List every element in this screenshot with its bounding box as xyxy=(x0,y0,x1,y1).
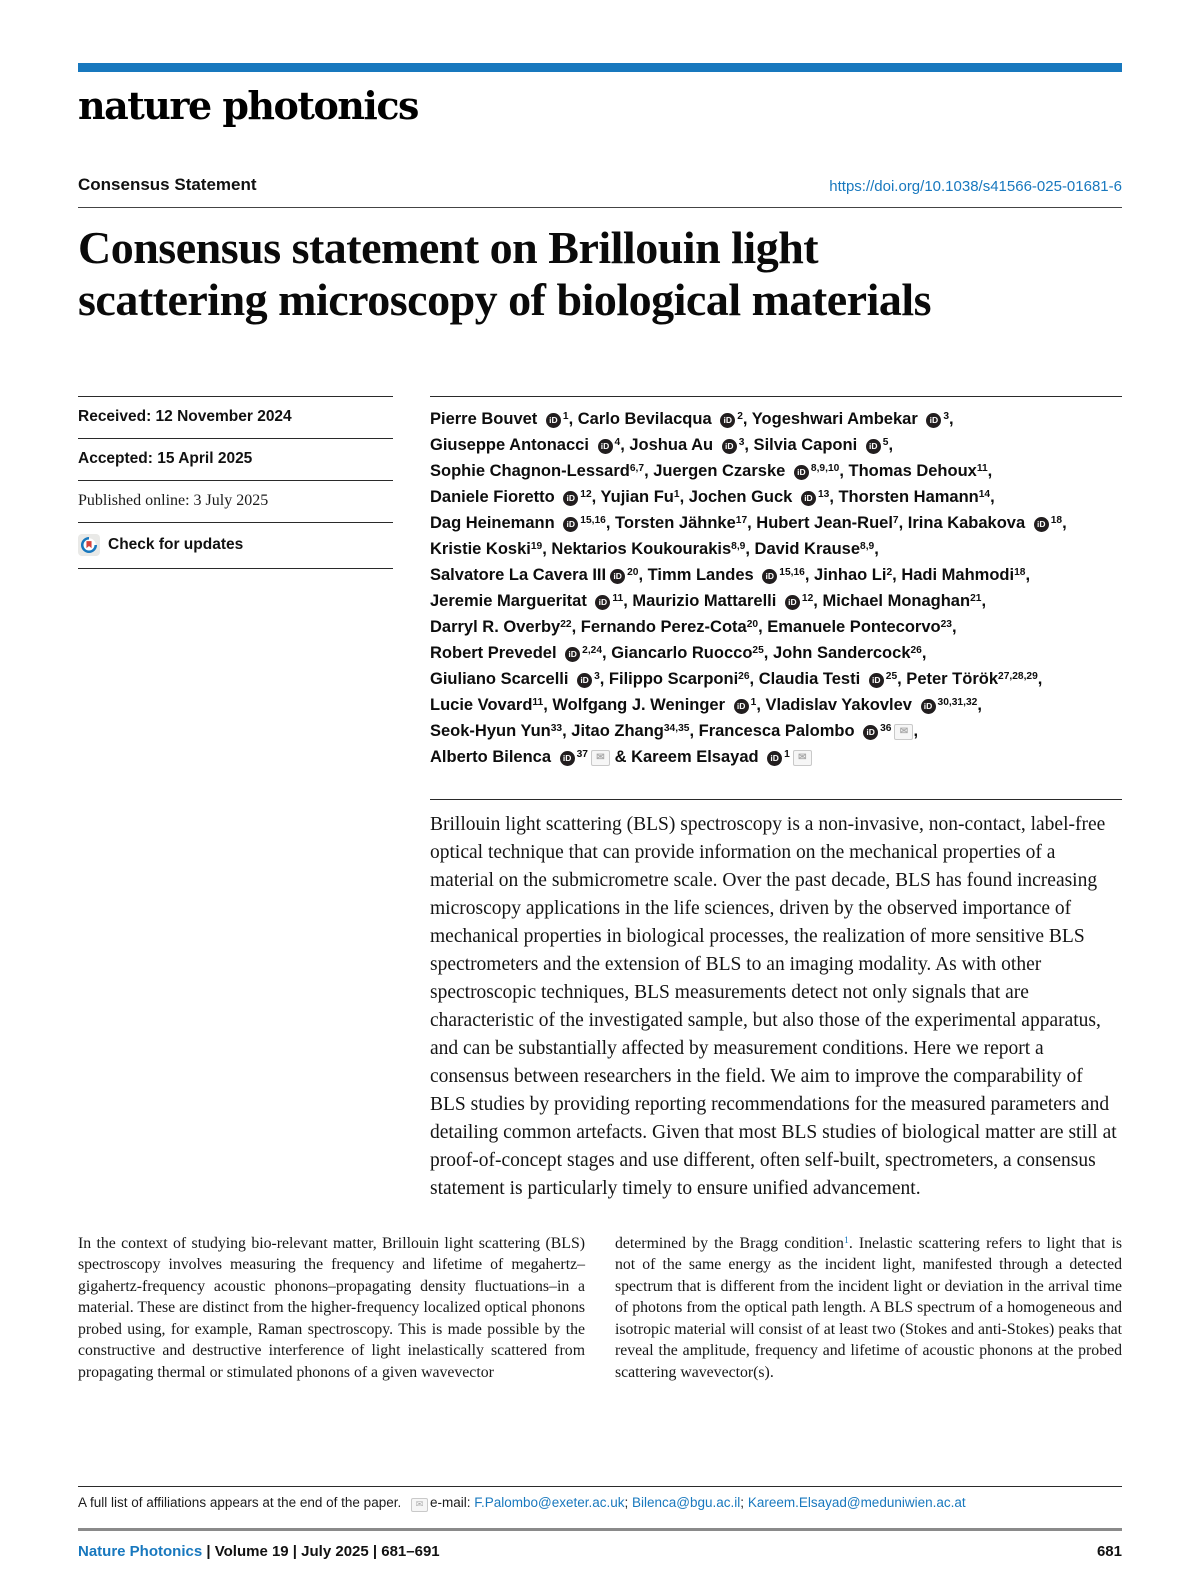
author-line: Giuseppe Antonacci iD $^4$, Joshua Au iD $^3$, Silvia Caponi iD $^5$, xyxy=(430,435,894,454)
email-icon[interactable]: ✉ xyxy=(793,750,812,766)
article-type-row xyxy=(78,175,1122,208)
received-date: Received: 12 November 2024 xyxy=(78,396,393,438)
page-number: 681 xyxy=(1096,1543,1122,1560)
masthead-accent-bar xyxy=(78,63,1122,72)
orcid-icon[interactable]: iD xyxy=(563,517,578,532)
body-column-left: In the context of studying bio-relevant matter, Brillouin light scattering (BLS) spectroscopy involves measuring the frequency and lifetime of megahertz–gigahertz-frequency acoustic phonons–propagating density fluctuations–in a material. These are distinct from the higher-frequency localized optical phonons probed using, for example, Raman spectroscopy. This is made possible by the constructive and destructive interference of light inelastically scattered from propagating thermal or stimulated phonons of a given wavevector xyxy=(78,1234,585,1381)
article-title-line2: scattering microscopy of biological materials xyxy=(78,273,932,325)
orcid-icon[interactable]: iD xyxy=(926,413,941,428)
orcid-icon[interactable]: iD xyxy=(560,751,575,766)
check-for-updates[interactable] xyxy=(78,522,393,569)
author-line: Sophie Chagnon-Lessard$^{6,7}$, Juergen Czarske iD $^{8,9,10}$, Thomas Dehoux$^{11}$, xyxy=(430,461,993,480)
email-link[interactable]: Kareem.Elsayad@meduniwien.ac.at xyxy=(747,1495,966,1510)
article-title-line1: Consensus statement on Brillouin light xyxy=(78,221,819,273)
orcid-icon[interactable]: iD xyxy=(577,673,592,688)
footnote-text: A full list of affiliations appears at the end of the paper. xyxy=(78,1495,405,1510)
abstract-text: Brillouin light scattering (BLS) spectroscopy is a non-invasive, non-contact, label-free optical technique that can provide information on the mechanical properties of a material on the submicrometre scale. Over the past decade, BLS has found increasing microscopy applications in the life sciences, driven by the observed importance of mechanical properties in biological processes, the realization of more sensitive BLS spectrometers and the extension of BLS to an imaging modality. As with other spectroscopic techniques, BLS measurements detect not only signals that are characteristic of the investigated sample, but also those of the experimental apparatus, and can be substantially affected by measurement conditions. Here we report a consensus between researchers in the field. We aim to improve the comparability of BLS studies by providing reporting recommendations for the measured parameters and detailing common artefacts. Given that most BLS studies of biological matter are still at proof-of-concept stages and use different, often self-built, spectrometers, a consensus statement is particularly timely to ensure unified advancement. xyxy=(430,813,1117,1199)
footer-issue-info: | Volume 19 | July 2025 | 681–691 xyxy=(202,1543,440,1560)
orcid-icon[interactable]: iD xyxy=(785,595,800,610)
article-type-label: Consensus Statement xyxy=(78,174,257,194)
author-line: Jeremie Margueritat iD $^{11}$, Maurizio Mattarelli iD $^{12}$, Michael Monaghan$^{21}$, xyxy=(430,591,987,610)
orcid-icon[interactable]: iD xyxy=(794,465,809,480)
orcid-icon[interactable]: iD xyxy=(869,673,884,688)
author-line: Lucie Vovard$^{11}$, Wolfgang J. Weninger iD $^1$, Vladislav Yakovlev iD $^{30,31,32}$, xyxy=(430,695,982,714)
author-list xyxy=(430,396,1122,770)
check-for-updates-label: Check for updates xyxy=(108,535,244,553)
author-line: Darryl R. Overby$^{22}$, Fernando Perez-Cota$^{20}$, Emanuele Pontecorvo$^{23}$, xyxy=(430,617,957,636)
author-line: Kristie Koski$^{19}$, Nektarios Koukourakis$^{8,9}$, David Krause$^{8,9}$, xyxy=(430,539,879,558)
author-line: Dag Heinemann iD $^{15,16}$, Torsten Jähnke$^{17}$, Hubert Jean-Ruel$^7$, Irina Kabakova iD $^{18}$, xyxy=(430,513,1067,532)
article-meta-column xyxy=(78,396,393,1203)
email-icon[interactable]: ✉ xyxy=(894,724,913,740)
orcid-icon[interactable]: iD xyxy=(921,699,936,714)
orcid-icon[interactable]: iD xyxy=(610,569,625,584)
page-footer xyxy=(78,1543,1122,1560)
author-line: Daniele Fioretto iD $^{12}$, Yujian Fu$^1$, Jochen Guck iD $^{13}$, Thorsten Hamann$^{14}$, xyxy=(430,487,995,506)
footer-left xyxy=(78,1543,440,1560)
body-column-right: determined by the Bragg condition$^1$. Inelastic scattering refers to light that is not of the same energy as the incident light, manifested through a detected spectrum that is different from the incident light or deviation in the arrival time of photons from the optical path length. A BLS spectrum of a homogeneous and isotropic material will consist of at least two (Stokes and anti-Stokes) peaks that reveal the amplitude, frequency and lifetime of acoustic phonons at the probed scattering wavevector(s). xyxy=(615,1234,1122,1381)
orcid-icon[interactable]: iD xyxy=(722,439,737,454)
email-icon[interactable]: ✉ xyxy=(591,750,610,766)
author-line: Alberto Bilenca iD $^{37}$ ✉ & Kareem Elsayad iD $^1$ ✉ xyxy=(430,744,1122,770)
author-line: Giuliano Scarcelli iD $^3$, Filippo Scarponi$^{26}$, Claudia Testi iD $^{25}$, Peter Török$^{27,28,29}$, xyxy=(430,669,1043,688)
footer-journal-link[interactable]: Nature Photonics xyxy=(78,1543,203,1560)
affiliations-footnote xyxy=(78,1486,1122,1512)
doi-link[interactable]: https://doi.org/10.1038/s41566-025-01681-6 xyxy=(829,177,1122,195)
orcid-icon[interactable]: iD xyxy=(801,491,816,506)
published-date: Published online: 3 July 2025 xyxy=(78,480,393,522)
author-line: Robert Prevedel iD $^{2,24}$, Giancarlo Ruocco$^{25}$, John Sandercock$^{26}$, xyxy=(430,643,927,662)
accepted-date: Accepted: 15 April 2025 xyxy=(78,438,393,480)
orcid-icon[interactable]: iD xyxy=(546,413,561,428)
orcid-icon[interactable]: iD xyxy=(762,569,777,584)
email-icon: ✉ xyxy=(411,1498,428,1512)
footnote-emails: F.Palombo@exeter.ac.uk; Bilenca@bgu.ac.il; Kareem.Elsayad@meduniwien.ac.at xyxy=(474,1495,966,1510)
header-columns xyxy=(78,396,1122,1203)
email-label: e-mail: xyxy=(429,1495,475,1510)
orcid-icon[interactable]: iD xyxy=(767,751,782,766)
abstract-divider xyxy=(430,799,1122,800)
orcid-icon[interactable]: iD xyxy=(595,595,610,610)
author-line: Seok-Hyun Yun$^{33}$, Jitao Zhang$^{34,35}$, Francesca Palombo iD $^{36}$ ✉ , xyxy=(430,721,919,740)
orcid-icon[interactable]: iD xyxy=(734,699,749,714)
orcid-icon[interactable]: iD xyxy=(1034,517,1049,532)
orcid-icon[interactable]: iD xyxy=(598,439,613,454)
authors-and-abstract-column xyxy=(430,396,1122,1203)
footer-divider xyxy=(78,1528,1122,1531)
orcid-icon[interactable]: iD xyxy=(563,491,578,506)
email-link[interactable]: Bilenca@bgu.ac.il xyxy=(632,1495,741,1510)
orcid-icon[interactable]: iD xyxy=(863,725,878,740)
crossmark-icon[interactable] xyxy=(78,534,100,556)
email-link[interactable]: F.Palombo@exeter.ac.uk xyxy=(474,1495,625,1510)
author-line: Pierre Bouvet iD $^1$, Carlo Bevilacqua iD $^2$, Yogeshwari Ambekar iD $^3$, xyxy=(430,409,954,428)
article-title xyxy=(78,222,1122,326)
author-line: Salvatore La Cavera III iD $^{20}$, Timm Landes iD $^{15,16}$, Jinhao Li$^2$, Hadi Mahmodi$^{18}$, xyxy=(430,565,1031,584)
journal-logo: nature photonics xyxy=(78,83,418,128)
orcid-icon[interactable]: iD xyxy=(866,439,881,454)
orcid-icon[interactable]: iD xyxy=(720,413,735,428)
orcid-icon[interactable]: iD xyxy=(565,647,580,662)
body-text xyxy=(78,1233,1122,1384)
